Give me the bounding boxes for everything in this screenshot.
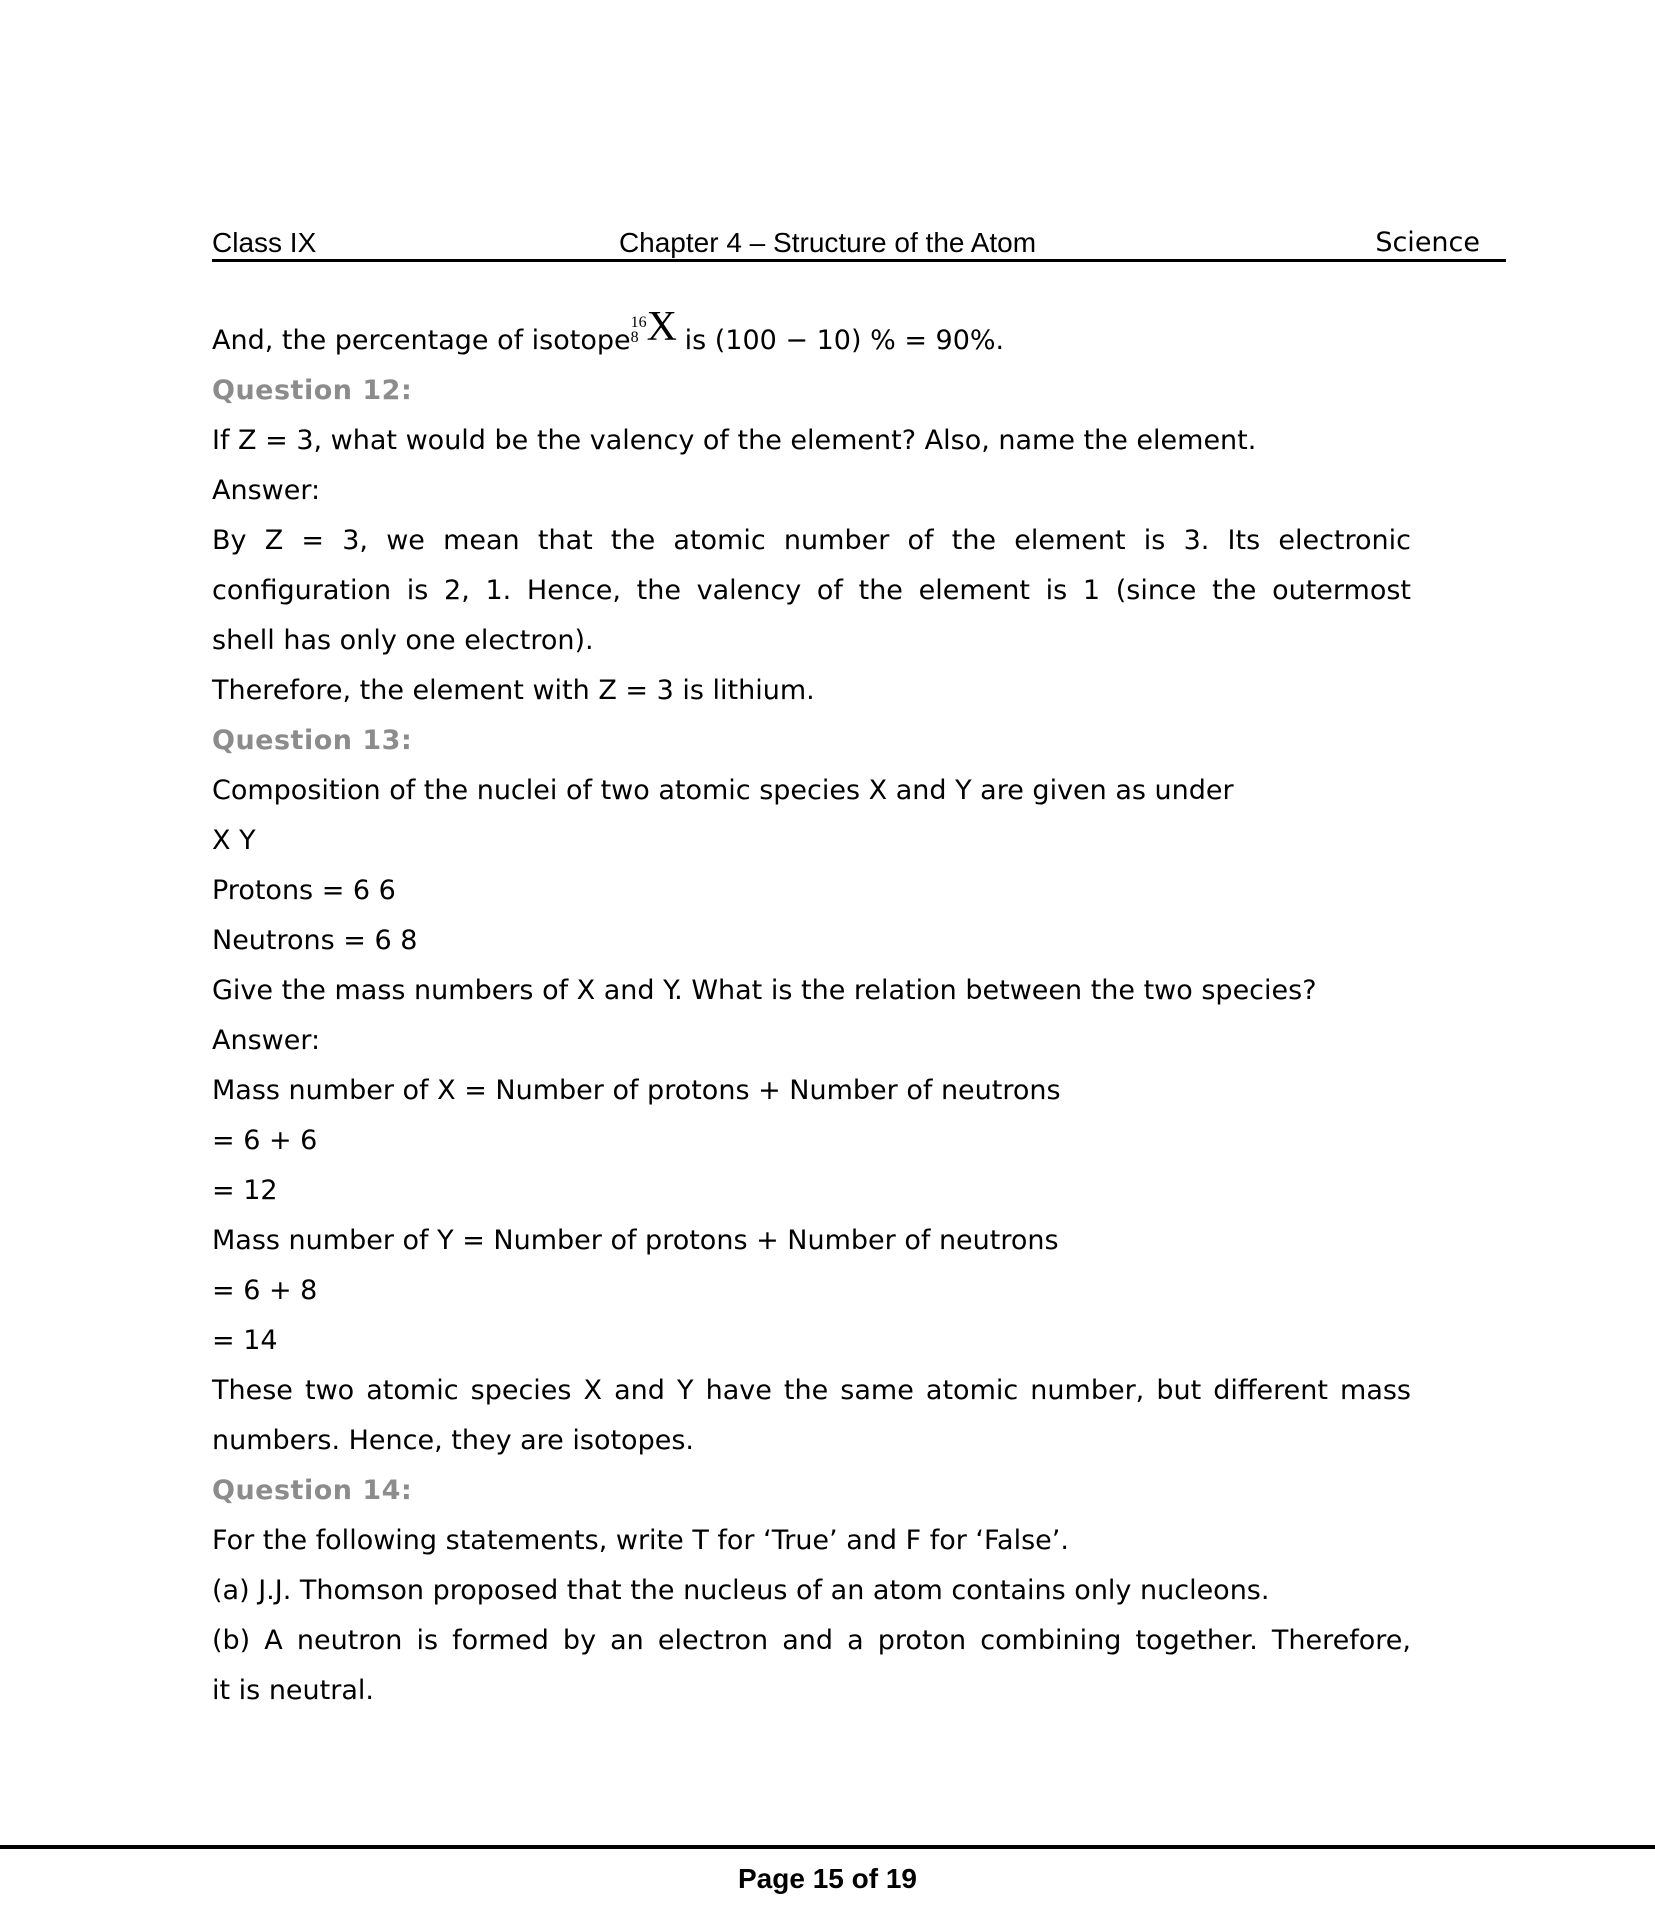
header-rule — [212, 259, 1506, 262]
paragraph-line: Give the mass numbers of X and Y. What is the relation between the two species? — [212, 975, 1317, 1006]
paragraph-line: (a) J.J. Thomson proposed that the nucleus of an atom contains only nucleons. — [212, 1575, 1270, 1606]
paragraph-line: Mass number of X = Number of protons + Number of neutrons — [212, 1075, 1061, 1106]
isotope-line-suffix: is (100 − 10) % = 90%. — [684, 325, 1005, 356]
paragraph-line: configuration is 2, 1. Hence, the valency of the element is 1 (since the outermost — [212, 575, 1411, 606]
paragraph-line: = 6 + 8 — [212, 1275, 318, 1306]
isotope-notation — [630, 304, 685, 350]
question-heading: Question 13: — [212, 725, 413, 756]
isotope-symbol: X — [646, 304, 677, 350]
paragraph-line: Therefore, the element with Z = 3 is lithium. — [212, 675, 815, 706]
isotope-statement-line — [212, 304, 1411, 366]
paragraph-line: By Z = 3, we mean that the atomic number of the element is 3. Its electronic — [212, 525, 1411, 556]
paragraph-line: = 6 + 6 — [212, 1125, 318, 1156]
header-class-label: Class IX — [212, 227, 317, 258]
paragraph-line: These two atomic species X and Y have the same atomic number, but different mass — [212, 1375, 1411, 1406]
isotope-mass-number: 16 — [630, 314, 647, 331]
paragraph-line: = 12 — [212, 1175, 278, 1206]
paragraph-line: (b) A neutron is formed by an electron and a proton combining together. Therefore, — [212, 1625, 1411, 1656]
question-heading: Question 14: — [212, 1475, 413, 1506]
paragraph-line: it is neutral. — [212, 1675, 374, 1706]
header-chapter-title: Chapter 4 – Structure of the Atom — [618, 227, 1037, 258]
paragraph-line: = 14 — [212, 1325, 278, 1356]
document-body — [212, 304, 1411, 1716]
paragraph-line: Answer: — [212, 1025, 321, 1056]
paragraph-line: Mass number of Y = Number of protons + Number of neutrons — [212, 1225, 1059, 1256]
isotope-atomic-number: 8 — [630, 329, 639, 346]
header-subject-label: Science — [1375, 227, 1480, 258]
footer-rule — [0, 1845, 1655, 1849]
paragraph-line: Protons = 6 6 — [212, 875, 396, 906]
paragraph-line: For the following statements, write T for ‘True’ and F for ‘False’. — [212, 1525, 1069, 1556]
paragraph-line: numbers. Hence, they are isotopes. — [212, 1425, 694, 1456]
paragraph-line: Neutrons = 6 8 — [212, 925, 418, 956]
isotope-line-prefix: And, the percentage of isotope — [212, 325, 631, 356]
paragraph-line: Answer: — [212, 475, 321, 506]
paragraph-line: shell has only one electron). — [212, 625, 594, 656]
question-heading: Question 12: — [212, 375, 413, 406]
page-number: Page 15 of 19 — [738, 1863, 917, 1894]
paragraph-line: X Y — [212, 825, 256, 856]
paragraph-line: Composition of the nuclei of two atomic species X and Y are given as under — [212, 775, 1234, 806]
paragraph-line: If Z = 3, what would be the valency of the element? Also, name the element. — [212, 425, 1257, 456]
isotope-number-stack — [631, 315, 647, 345]
